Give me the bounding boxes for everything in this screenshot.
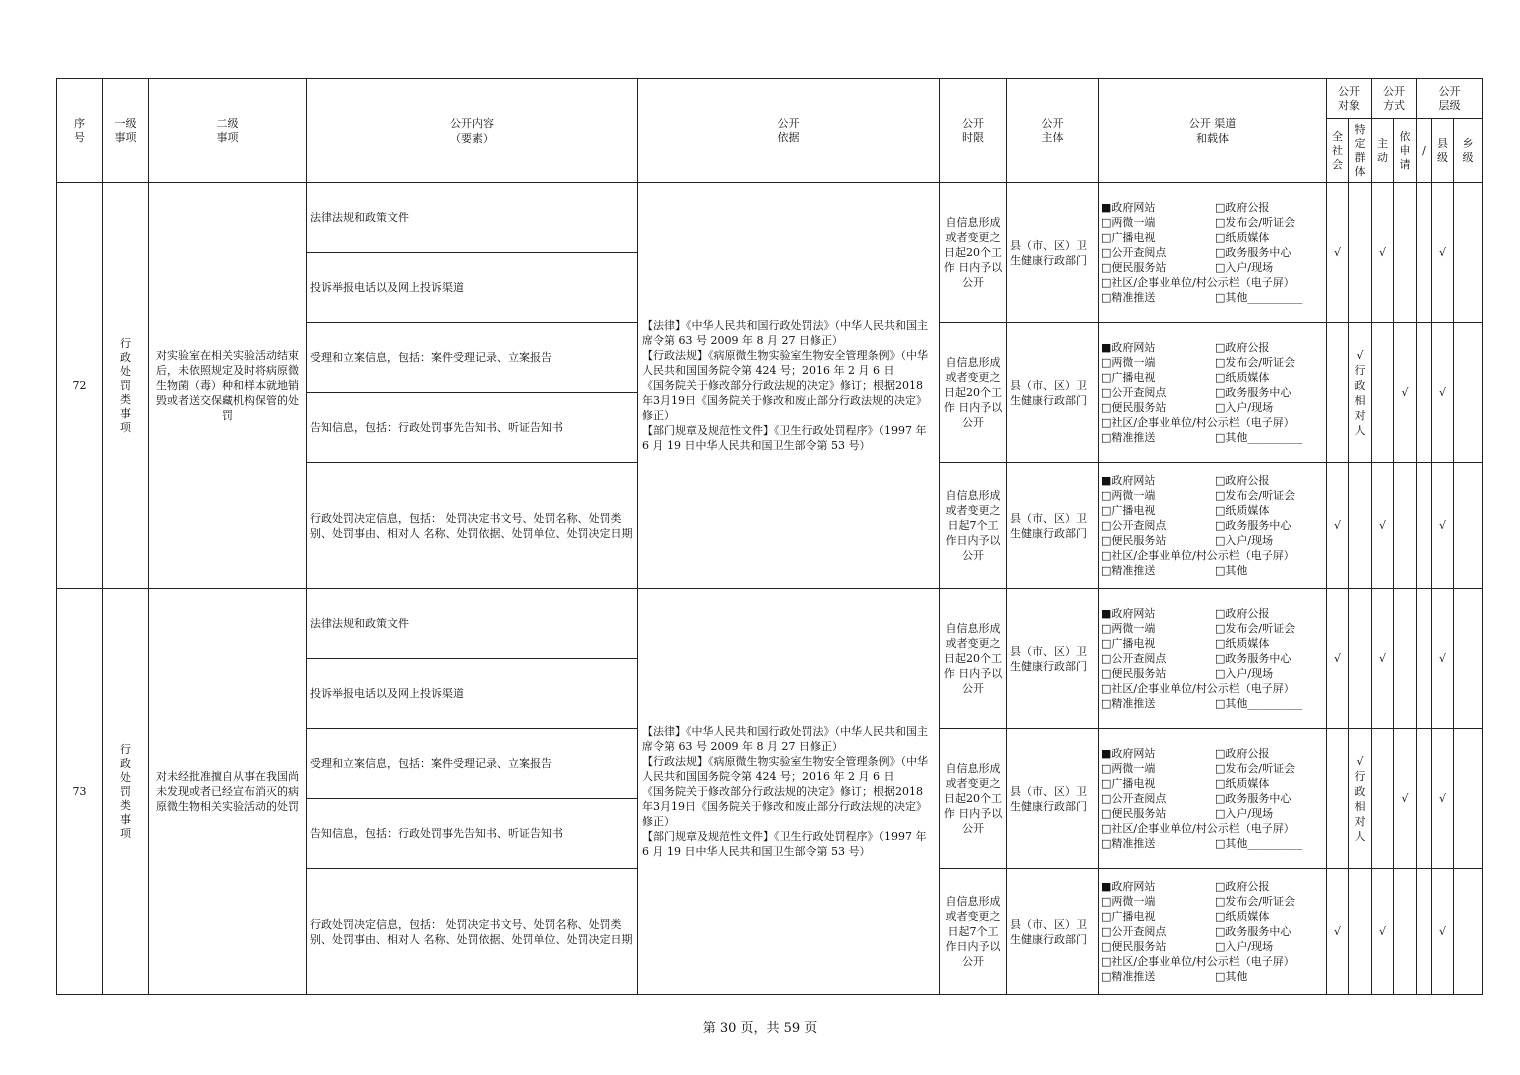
disclosure-table — [56, 78, 1483, 995]
header-level: 公开层级 — [1417, 79, 1483, 119]
header-all-society: 全社会 — [1327, 119, 1349, 183]
check-county: √ — [1432, 729, 1454, 869]
check-active: √ — [1372, 463, 1394, 589]
check-county: √ — [1432, 869, 1454, 995]
item-seq: 73 — [57, 589, 103, 995]
check-active: √ — [1372, 869, 1394, 995]
check-on-request: √ — [1394, 323, 1417, 463]
check-active: √ — [1372, 589, 1394, 729]
header-township: 乡级 — [1454, 119, 1483, 183]
content-cell: 受理和立案信息，包括：案件受理记录、立案报告 — [307, 323, 638, 393]
check-all-society: √ — [1327, 869, 1349, 995]
header-channel: 公开 渠道 和载体 — [1099, 79, 1327, 183]
check-all-society: √ — [1327, 463, 1349, 589]
item-level2: 对未经批准擅自从事在我国尚未发现或者已经宣布消灭的病原微生物相关实验活动的处罚 — [149, 589, 307, 995]
header-county: 县级 — [1432, 119, 1454, 183]
channel-cell: ■政府网站 □政府公报 □两微一端 □发布会/听证会 □广播电视 □纸质媒体 □公开查阅点 □政务服务中心 □便民服务站 □入户/现场 □社区/企事业单位/村公示栏（电子屏） □精准推送 □其他 — [1099, 869, 1327, 995]
specific-group-cell: √行政相对人 — [1349, 729, 1372, 869]
item-level1: 行政处罚类事项 — [103, 183, 149, 589]
check-county: √ — [1432, 323, 1454, 463]
subject-cell: 县（市、区）卫 生健康行政部门 — [1007, 589, 1099, 729]
header-slash: / — [1417, 119, 1432, 183]
check-county: √ — [1432, 589, 1454, 729]
time-cell: 自信息形成或者变更之日起20个工作 日内予以 公开 — [940, 729, 1007, 869]
item-level1: 行政处罚类事项 — [103, 589, 149, 995]
specific-group-cell: √行政相对人 — [1349, 323, 1372, 463]
check-all-society: √ — [1327, 589, 1349, 729]
header-subject: 公开主体 — [1007, 79, 1099, 183]
page-footer: 第 30 页，共 59 页 — [702, 1021, 818, 1036]
time-cell: 自信息形成或者变更之日起20个工作 日内予以 公开 — [940, 323, 1007, 463]
subject-cell: 县（市、区）卫 生健康行政部门 — [1007, 183, 1099, 323]
header-level1: 一级事项 — [103, 79, 149, 183]
content-cell: 投诉举报电话以及网上投诉渠道 — [307, 253, 638, 323]
check-county: √ — [1432, 463, 1454, 589]
time-cell: 自信息形成或者变更之日起7个工作日内予以公开 — [940, 463, 1007, 589]
time-cell: 自信息形成或者变更之日起7个工作日内予以公开 — [940, 869, 1007, 995]
header-content: 公开内容 （要素） — [307, 79, 638, 183]
content-cell: 法律法规和政策文件 — [307, 589, 638, 659]
header-time: 公开时限 — [940, 79, 1007, 183]
item-seq: 72 — [57, 183, 103, 589]
content-cell: 行政处罚决定信息，包括： 处罚决定书文号、处罚名称、处罚类别、处罚事由、相对人 名称、处罚依据、处罚单位、处罚决定日期 — [307, 463, 638, 589]
content-cell: 投诉举报电话以及网上投诉渠道 — [307, 659, 638, 729]
subject-cell: 县（市、区）卫 生健康行政部门 — [1007, 729, 1099, 869]
header-target: 公开对象 — [1327, 79, 1372, 119]
basis-cell: 【法律】《中华人民共和国行政处罚法》（中华人民共和国主席令第 63 号 2009 年 8 月 27 日修正） 【行政法规】《病原微生物实验室生物安全管理条例》（中华人民共和国国务院令第 424 号；2016 年 2 月 6 日 《国务院关于修改部分行政法规的决定》修订；根据2018 年3月19日《国务院关于修改和废止部分行政法规的决定》修正） 【部门规章及规范性文件】《卫生行政处罚程序》（1997 年 6 月 19 日中华人民共和国卫生部令第 53 号） — [638, 183, 940, 589]
header-method: 公开方式 — [1372, 79, 1417, 119]
check-active: √ — [1372, 183, 1394, 323]
content-cell: 法律法规和政策文件 — [307, 183, 638, 253]
channel-cell: ■政府网站 □政府公报 □两微一端 □发布会/听证会 □广播电视 □纸质媒体 □公开查阅点 □政务服务中心 □便民服务站 □入户/现场 □社区/企事业单位/村公示栏（电子屏） □精准推送 □其他__________ — [1099, 183, 1327, 323]
header-basis: 公开依据 — [638, 79, 940, 183]
header-specific-group: 特定群体 — [1349, 119, 1372, 183]
header-on-request: 依申请 — [1394, 119, 1417, 183]
subject-cell: 县（市、区）卫 生健康行政部门 — [1007, 463, 1099, 589]
header-level2: 二级事项 — [149, 79, 307, 183]
content-cell: 告知信息，包括：行政处罚事先告知书、听证告知书 — [307, 393, 638, 463]
content-cell: 受理和立案信息，包括：案件受理记录、立案报告 — [307, 729, 638, 799]
channel-cell: ■政府网站 □政府公报 □两微一端 □发布会/听证会 □广播电视 □纸质媒体 □公开查阅点 □政务服务中心 □便民服务站 □入户/现场 □社区/企事业单位/村公示栏（电子屏） □精准推送 □其他 — [1099, 463, 1327, 589]
header-active: 主动 — [1372, 119, 1394, 183]
subject-cell: 县（市、区）卫 生健康行政部门 — [1007, 869, 1099, 995]
check-all-society: √ — [1327, 183, 1349, 323]
content-cell: 行政处罚决定信息，包括： 处罚决定书文号、处罚名称、处罚类别、处罚事由、相对人 名称、处罚依据、处罚单位、处罚决定日期 — [307, 869, 638, 995]
channel-cell: ■政府网站 □政府公报 □两微一端 □发布会/听证会 □广播电视 □纸质媒体 □公开查阅点 □政务服务中心 □便民服务站 □入户/现场 □社区/企事业单位/村公示栏（电子屏） □精准推送 □其他__________ — [1099, 729, 1327, 869]
content-cell: 告知信息，包括：行政处罚事先告知书、听证告知书 — [307, 799, 638, 869]
check-county: √ — [1432, 183, 1454, 323]
item-level2: 对实验室在相关实验活动结束后，未依照规定及时将病原微生物菌（毒）种和样本就地销毁或者送交保藏机构保管的处罚 — [149, 183, 307, 589]
time-cell: 自信息形成或者变更之日起20个工作 日内予以 公开 — [940, 589, 1007, 729]
header-seq: 序号 — [57, 79, 103, 183]
channel-cell: ■政府网站 □政府公报 □两微一端 □发布会/听证会 □广播电视 □纸质媒体 □公开查阅点 □政务服务中心 □便民服务站 □入户/现场 □社区/企事业单位/村公示栏（电子屏） □精准推送 □其他__________ — [1099, 589, 1327, 729]
check-on-request: √ — [1394, 729, 1417, 869]
channel-cell: ■政府网站 □政府公报 □两微一端 □发布会/听证会 □广播电视 □纸质媒体 □公开查阅点 □政务服务中心 □便民服务站 □入户/现场 □社区/企事业单位/村公示栏（电子屏） □精准推送 □其他__________ — [1099, 323, 1327, 463]
basis-cell: 【法律】《中华人民共和国行政处罚法》（中华人民共和国主席令第 63 号 2009 年 8 月 27 日修正） 【行政法规】《病原微生物实验室生物安全管理条例》（中华人民共和国国务院令第 424 号；2016 年 2 月 6 日 《国务院关于修改部分行政法规的决定》修订；根据2018 年3月19日《国务院关于修改和废止部分行政法规的决定》修正） 【部门规章及规范性文件】《卫生行政处罚程序》（1997 年 6 月 19 日中华人民共和国卫生部令第 53 号） — [638, 589, 940, 995]
time-cell: 自信息形成或者变更之日起20个工作 日内予以 公开 — [940, 183, 1007, 323]
subject-cell: 县（市、区）卫 生健康行政部门 — [1007, 323, 1099, 463]
